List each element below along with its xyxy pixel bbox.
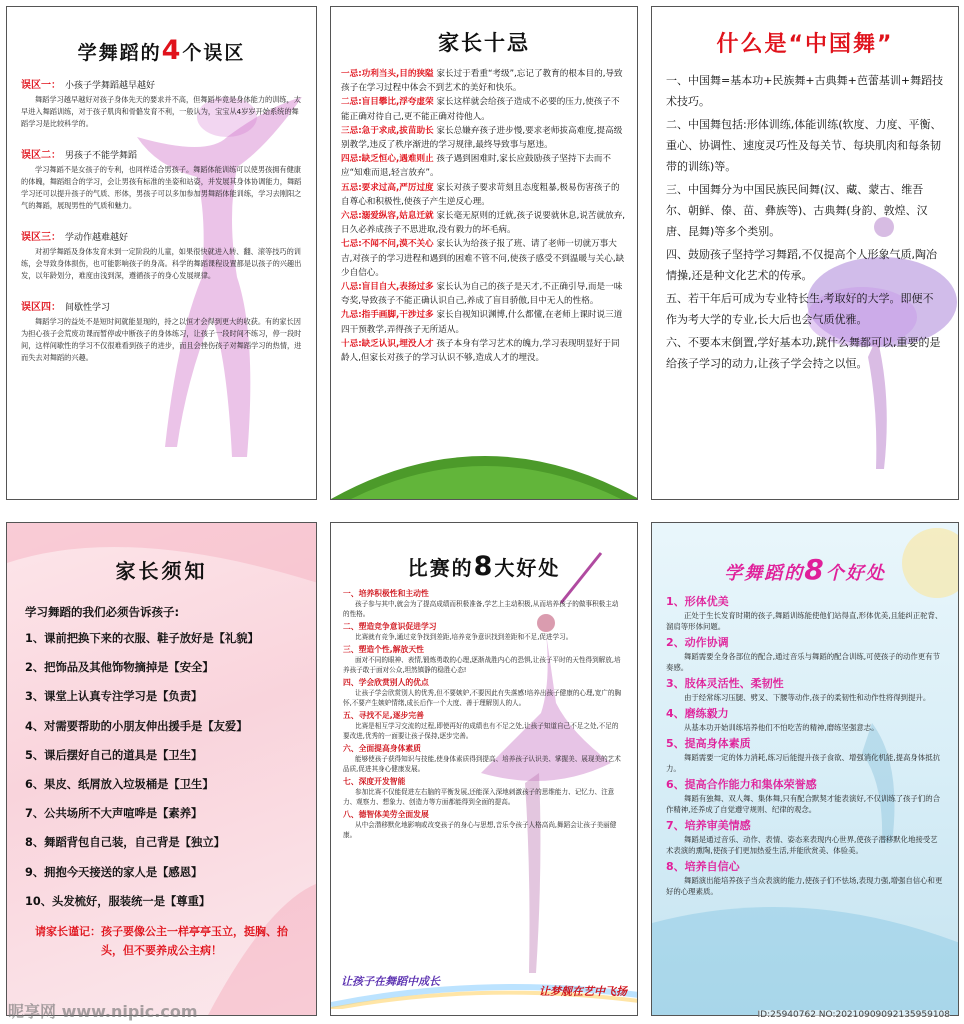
image-id-label: ID:25940762 NO:20210909092135959108 bbox=[757, 1010, 950, 1020]
competition-benefit: 一、培养积极性和主动性 孩子参与其中,就会为了提高成绩而积极准备,学艺上主动积极,从而培养孩子的做事积极主动的性格。 bbox=[343, 589, 619, 618]
taboo-item: 九忌:指手画脚,干涉过多 家长自视知识渊博,什么都懂,在老师上课时说三道四干预教学,弄得孩子无所适从。 bbox=[341, 310, 623, 335]
notice-item: 4、对需要帮助的小朋友伸出援手是【友爱】 bbox=[25, 719, 248, 733]
misconception-2: 误区二： 男孩子不能学舞蹈 学习舞蹈不是女孩子的专利，也同样适合男孩子。舞蹈体能训练可以使男孩拥有健康的体魄，舞蹈组合的学习，会让男孩有标准的坐姿和站姿，并发展其身体协调能力，舞蹈学习还可以提升孩子的气质、形体，男孩子可以多加参加男舞蹈体能训练，学习去刚阳之气的舞蹈，展现男性的气质和魅力。 bbox=[21, 150, 302, 210]
taboo-item: 六忌:溺爱纵容,姑息迁就 家长毫无原则的迁就,孩子说要就休息,说苦就放弃,日久必养成孩子不思进取,没有毅力的坏毛病。 bbox=[341, 211, 626, 236]
notice-item: 1、课前把换下来的衣服、鞋子放好是【礼貌】 bbox=[25, 632, 259, 645]
notice-item: 10、头发梳好，服装统一是【尊重】 bbox=[25, 894, 211, 908]
dance-benefit: 3、肢体灵活性、柔韧性 由于经常练习压腿、劈叉、下腰等动作,孩子的柔韧性和动作性将得到提升。 bbox=[666, 677, 931, 702]
taboo-item: 七忌:不闻不问,漠不关心 家长认为给孩子报了班、请了老师一切就万事大吉,对孩子的学习进程和遇到的困难不管不问,使孩子感受不到温暖与关心,缺少自信心。 bbox=[341, 239, 625, 278]
panel-what-is-chinese-dance bbox=[651, 6, 959, 500]
parent-reminder-note: 请家长谨记：孩子要像公主一样亭亭玉立，挺胸、抬头，但不要养成公主病！ bbox=[35, 925, 288, 958]
panel-parent-notice bbox=[6, 522, 317, 1016]
slogan-left: 让孩子在舞蹈中成长 bbox=[341, 975, 440, 988]
misconception-3: 误区三： 学动作越难越好 对初学舞蹈及身体发育未到一定阶段的儿童，如果很快就进入转、翻、滚等技巧的训练，会导致身体损伤，也可能影响孩子的身高。科学的舞蹈课程设置都是以孩子的兴趣出发，以年龄划分，难度由浅到深，遵循孩子的身心发展规律。 bbox=[21, 232, 302, 280]
panel6-title: 学舞蹈的8个好处 bbox=[724, 553, 886, 586]
notice-item: 6、果皮、纸屑放入垃圾桶是【卫生】 bbox=[25, 778, 214, 792]
site-watermark: 昵享网 www.nipic.com bbox=[8, 1002, 198, 1021]
panel3-title: 什么是“中国舞” bbox=[716, 32, 894, 57]
dance-benefit: 6、提高合作能力和集体荣誉感 舞蹈有独舞、双人舞、集体舞,只有配合默契才能表演好,不仅训练了孩子们的合作精神,还养成了自觉遵守规则、纪律的观念。 bbox=[666, 778, 940, 814]
notice-item: 2、把饰品及其他饰物摘掉是【安全】 bbox=[25, 661, 214, 675]
panel2-title: 家长十忌 bbox=[438, 31, 530, 55]
panel-parent-ten-taboos bbox=[330, 6, 638, 500]
slogan-banner bbox=[331, 975, 637, 1009]
notice-item: 5、课后摆好自己的道具是【卫生】 bbox=[25, 748, 203, 762]
chinese-dance-point: 一、中国舞=基本功+民族舞+古典舞+芭蕾基训+舞蹈技术技巧。 bbox=[666, 74, 944, 108]
chinese-dance-point: 二、中国舞包括:形体训练,体能训练(软度、力度、平衡、重心、协调性、速度灵巧性及每关节、每块肌肉和每条韧带的训练)等。 bbox=[666, 118, 942, 173]
panel5-title: 比赛的8大好处 bbox=[407, 551, 561, 582]
competition-benefit: 六、全面提高身体素质 能够使孩子获得知识与技能,使身体素质得到提高、培养孩子认识美、掌握美、展现美的艺术品质,促进其身心健康发展。 bbox=[343, 744, 621, 773]
misconception-4: 误区四： 间歇性学习 舞蹈学习的益处不是短时间就能显现的，持之以恒才会得到更大的收获。有的家长因为担心孩子会荒废功课而暂停或中断孩子的身体练习，让孩子一段时间不练习，停一段时间，这样间歇性的学习不仅很难看到孩子的进步，而且会挫伤孩子对舞蹈学习的热情，进而失去对舞蹈的兴趣。 bbox=[21, 302, 302, 362]
panel-dance-misconceptions bbox=[6, 6, 317, 500]
dance-benefit: 5、提高身体素质 舞蹈需要一定的体力消耗,练习后能提升孩子食欲、增强消化机能,提高身体抵抗力。 bbox=[666, 737, 940, 773]
competition-benefit: 八、德智体美劳全面发展 从中会潜移默化地影响或改变孩子的身心与思想,音乐令孩子人格高尚,舞蹈会让孩子美丽健康。 bbox=[343, 810, 617, 839]
competition-benefit: 三、塑造个性,解放天性 面对不同的眼神、表情,锻炼勇敢的心理,逐渐战胜内心的恐惧,让孩子平时的天性得到解放,培养孩子敢于面对公众,坦然镇静的稳胜心态! bbox=[343, 645, 621, 674]
dance-benefit: 4、磨练毅力 从基本功开始训练培养他们不怕吃苦的精神,磨练坚强意志。 bbox=[666, 707, 879, 732]
chinese-dance-point: 四、鼓励孩子坚持学习舞蹈,不仅提高个人形象气质,陶冶情操,还是种文化艺术的传承。 bbox=[666, 248, 937, 282]
notice-item: 9、拥抱今天接送的家人是【感恩】 bbox=[25, 865, 203, 879]
taboo-item: 一忌:功利当头,目的狭隘 家长过于看重“考级”,忘记了教育的根本目的,导致孩子在学习过程中体会不到艺术的美好和快乐。 bbox=[341, 69, 623, 94]
taboo-item: 十忌:缺乏认识,埋没人才 孩子本身有学习艺术的魄力,学习表现明显好于同龄人,但家长对孩子的学习认识不够,造成人才的埋没。 bbox=[341, 338, 620, 364]
competition-benefit: 四、学会欣赏别人的优点 让孩子学会欣赏别人的优秀,但不要嫉妒,不要因此有失落感!培养出孩子健康的心理,宽广的胸怀,不要产生嫉妒情绪,成长后作一个大度、善于理解别人的人。 bbox=[343, 678, 622, 707]
competition-benefit: 二、塑造竞争意识促进学习 比赛就有竞争,通过竞争找到差距,培养竞争意识找到差距和不足,促进学习。 bbox=[343, 622, 573, 641]
notice-item: 7、公共场所不大声喧哗是【素养】 bbox=[25, 807, 203, 821]
dance-benefit: 2、动作协调 舞蹈需要全身各部位的配合,通过音乐与舞蹈的配合训练,可使孩子的动作更有节奏感。 bbox=[666, 636, 940, 672]
chinese-dance-point: 六、不要本末倒置,学好基本功,跳什么舞都可以,重要的是给孩子学习的动力,让孩子学会持之以恒。 bbox=[666, 336, 941, 370]
notice-item: 8、舞蹈背包自己装，自己背是【独立】 bbox=[25, 836, 225, 850]
panel1-title: 学舞蹈的4个误区 bbox=[77, 35, 246, 66]
misconception-1: 误区一： 小孩子学舞蹈越早越好 舞蹈学习越早越好对孩子身体先天的要求并不高，但舞蹈毕竟是身体能力的训练，太早进入舞蹈训练，对于孩子肌肉和骨骼发育不利，一般认为，宝宝从4岁岁开始系统的舞蹈学习是比较科学的。 bbox=[21, 80, 301, 128]
dance-benefit: 8、培养自信心 舞蹈演出能培养孩子当众表演的能力,使孩子们不怯场,表现力强,增强自信心和更好的心理素质。 bbox=[666, 860, 943, 896]
slogan-right: 让梦舰在艺中飞扬 bbox=[539, 985, 627, 998]
taboo-item: 二忌:盲目攀比,浮夸虚荣 家长这样就会给孩子造成不必要的压力,使孩子不能正确对待自己,更不能正确对待他人。 bbox=[341, 97, 620, 122]
grass-hill-illustration bbox=[331, 403, 638, 499]
dance-benefit: 1、形体优美 正处于生长发育时期的孩子,舞蹈训练能使他们站得直,形体优美,且能纠正驼背、溜肩等形体问题。 bbox=[666, 595, 943, 631]
taboo-item: 八忌:盲目自大,表扬过多 家长认为自己的孩子是天才,不正确引导,而是一味夸奖,导致孩子不能正确认识自己,养成了盲目骄傲,目中无人的性格。 bbox=[341, 282, 623, 307]
notice-intro: 学习舞蹈的我们必须告诉孩子: bbox=[25, 605, 180, 619]
panel-dance-benefits bbox=[651, 522, 959, 1016]
panel4-title: 家长须知 bbox=[115, 559, 208, 583]
chinese-dance-point: 三、中国舞分为中国民族民间舞(汉、藏、蒙古、维吾尔、朝鲜、傣、苗、彝族等)、古典舞(身韵、敦煌、汉唐、昆舞)等多个类别。 bbox=[666, 183, 928, 238]
chinese-dance-point: 五、若干年后可成为专业特长生,考取好的大学。即便不作为考大学的专业,长大后也会气质优雅。 bbox=[666, 292, 934, 326]
taboo-item: 五忌:要求过高,严厉过度 家长对孩子要求苛刻且态度粗暴,极易伤害孩子的自尊心和积极性,使孩子产生逆反心理。 bbox=[341, 182, 620, 207]
panel-competition-benefits bbox=[330, 522, 638, 1016]
competition-benefit: 七、深度开发智能 参加比赛不仅能促进左右脑的平衡发展,还能深入深地刺激孩子的思维能力、记忆力、注意力、观察力、想象力、创造力等方面都能得到全面的提高。 bbox=[343, 777, 615, 806]
dance-benefit: 7、培养审美情感 舞蹈是通过音乐、动作、表情、姿态来表现内心世界,使孩子潜移默化地接受艺术表演的熏陶,使孩子们更加热爱生活,并能欣赏美、体验美。 bbox=[666, 819, 938, 855]
taboo-item: 四忌:缺乏恒心,遇难则止 孩子遇到困难时,家长应鼓励孩子坚持下去而不应“知难而退,轻言放弃”。 bbox=[341, 154, 611, 179]
notice-item: 3、课堂上认真专注学习是【负责】 bbox=[25, 690, 203, 704]
taboo-item: 三忌:急于求成,拔苗助长 家长总嫌弃孩子进步慢,要求老师拔高难度,提高级别教学,违反了秩序渐进的学习规律,最终导致事与愿违。 bbox=[341, 125, 623, 151]
competition-benefit: 五、寻找不足,逐步完善 比赛是相互学习交流的过程,即使再好的成绩也有不足之处,让孩子知道自己不足之处,不足的要改进,优秀的一面要让孩子保持,逐步完善。 bbox=[343, 711, 619, 740]
